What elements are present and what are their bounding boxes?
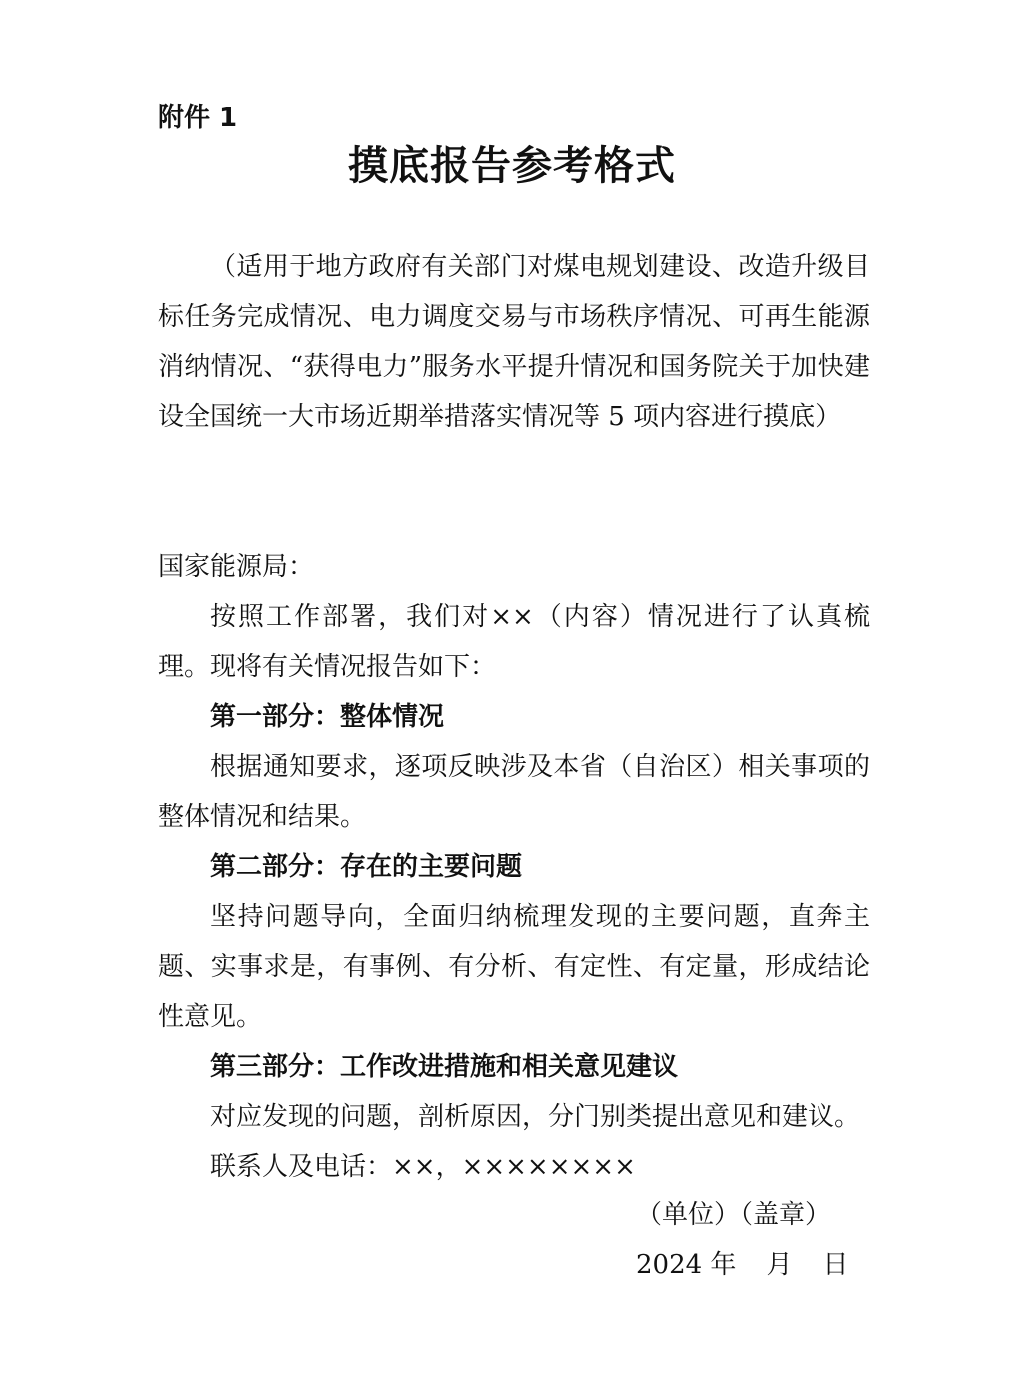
section-1-body: 根据通知要求，逐项反映涉及本省（自治区）相关事项的整体情况和结果。 xyxy=(158,752,870,832)
date-year: 2024 年 xyxy=(636,1250,737,1280)
page-title: 摸底报告参考格式 xyxy=(348,142,676,189)
unit-seal-line: （单位）（盖章） xyxy=(636,1200,832,1230)
contact-line: 联系人及电话：××，×××××××× xyxy=(210,1152,636,1182)
scope-note: （适用于地方政府有关部门对煤电规划建设、改造升级目标任务完成情况、电力调度交易与市场秩序情况、可再生能源消纳情况、“获得电力”服务水平提升情况和国务院关于加快建设全国统一大市场近期举措落实情况等 5 项内容进行摸底） xyxy=(158,252,870,432)
section-3-body: 对应发现的问题，剖析原因，分门别类提出意见和建议。 xyxy=(210,1102,861,1132)
date-day: 日 xyxy=(822,1250,849,1280)
section-3-heading: 第三部分：工作改进措施和相关意见建议 xyxy=(210,1052,679,1082)
date-month: 月 xyxy=(766,1250,793,1280)
attachment-label: 附件 1 xyxy=(158,103,238,133)
salutation: 国家能源局： xyxy=(158,552,315,582)
section-2-heading: 第二部分：存在的主要问题 xyxy=(210,852,523,882)
date-line xyxy=(636,1240,848,1290)
intro-paragraph: 按照工作部署，我们对××（内容）情况进行了认真梳理。现将有关情况报告如下： xyxy=(158,602,870,682)
section-1-heading: 第一部分：整体情况 xyxy=(210,702,445,732)
section-2-body: 坚持问题导向，全面归纳梳理发现的主要问题，直奔主题、实事求是，有事例、有分析、有定性、有定量，形成结论性意见。 xyxy=(158,902,870,1032)
